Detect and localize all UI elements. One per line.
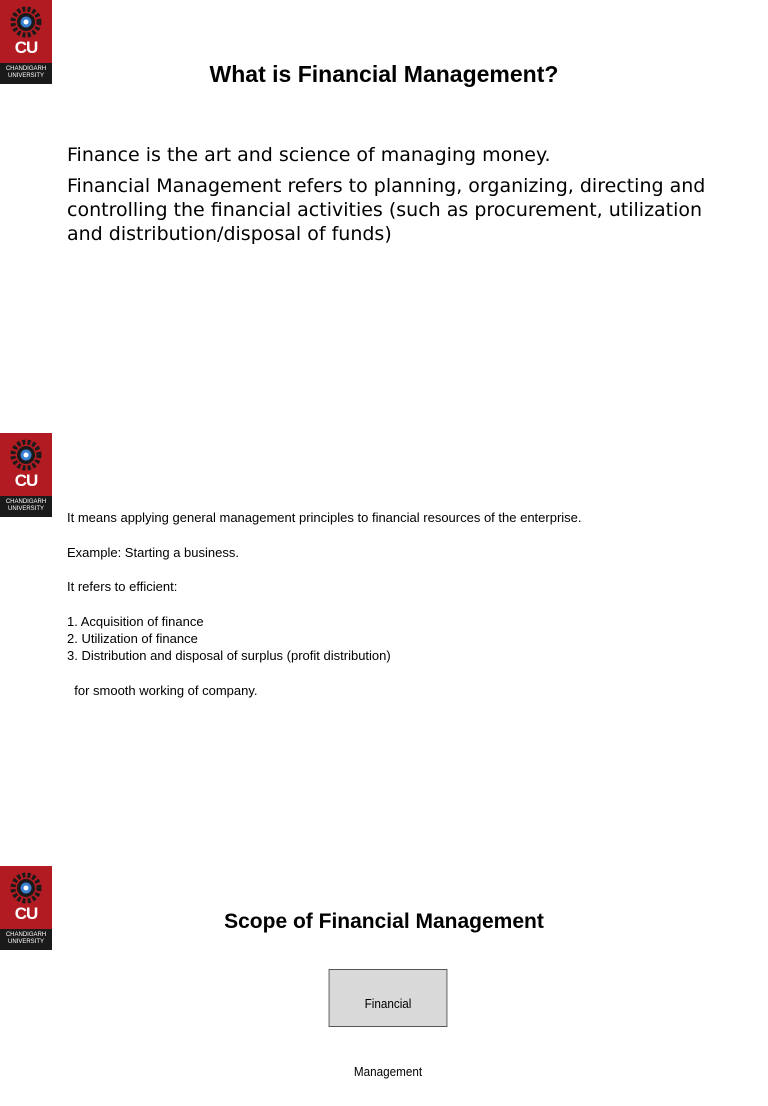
text-line	[67, 561, 737, 578]
slide-3	[0, 866, 768, 1079]
text-line: 1. Acquisition of finance	[67, 613, 204, 629]
text-line: It refers to efficient:	[67, 579, 178, 595]
text-line: for smooth working of company.	[67, 682, 258, 698]
slide-2	[0, 433, 768, 853]
body-paragraph: Financial Management refers to planning, organizing, directing and controlling the financial activities (such as procurement, utilization and distribution/disposal of funds)	[67, 175, 706, 245]
logo-abbreviation: CU	[14, 904, 38, 923]
logo-abbreviation: CU	[14, 38, 38, 57]
logo-name-band	[0, 496, 52, 517]
university-logo	[0, 866, 52, 950]
text-line: 3. Distribution and disposal of surplus (profit distribution)	[67, 648, 391, 664]
text-line	[67, 665, 737, 682]
text-line: Example: Starting a business.	[67, 544, 239, 560]
slide-1	[0, 0, 768, 420]
body-paragraph: Finance is the art and science of managing money.	[67, 144, 551, 166]
slide-2-body	[67, 509, 737, 699]
slide-1-body	[67, 143, 737, 253]
logo-line-2: UNIVERSITY	[7, 939, 44, 945]
text-line: It means applying general management principles to financial resources of the enterprise.	[67, 510, 582, 525]
logo-line-1: CHANDIGARH	[5, 499, 47, 505]
logo-line-1: CHANDIGARH	[5, 66, 47, 72]
text-line	[67, 526, 737, 543]
logo-line-2: UNIVERSITY	[7, 73, 44, 79]
university-logo	[0, 433, 52, 517]
logo-abbreviation: CU	[14, 471, 38, 490]
financial-management-box: Financial Management	[329, 969, 448, 1027]
text-line: 2. Utilization of finance	[67, 631, 198, 647]
slide-3-title: Scope of Financial Management	[224, 910, 544, 933]
text-line	[67, 595, 737, 612]
logo-line-1: CHANDIGARH	[5, 932, 47, 938]
slide-1-title: What is Financial Management?	[209, 61, 559, 87]
logo-line-2: UNIVERSITY	[7, 506, 44, 512]
